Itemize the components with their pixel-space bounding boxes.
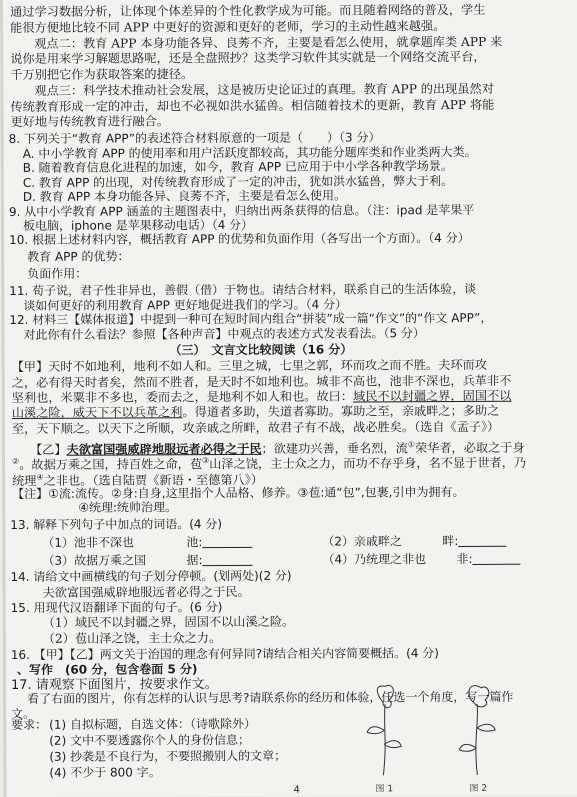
sub-question: （3）故据万乘之国 (42, 553, 147, 568)
plain-text: 统理 (12, 473, 37, 488)
page-number: 4 (293, 784, 300, 796)
question-11: 11. 荀子说，君子性非异也，善假（借）于物也。请结合材料，联系自己的生活体验，谈 (9, 282, 477, 299)
answer-blank (202, 535, 252, 548)
question-15: 15. 用现代汉语翻译下面的句子。(6 分) (10, 599, 223, 615)
option-b: B. 随着教育信息化进程的加速，如今，教育 APP 已应用于中小学各种教学场景。 (22, 159, 453, 175)
word-label: 池: (186, 534, 203, 549)
plain-text: 坚利也，米粟非不多也，委而去之，是地利不如人和也。故曰： (11, 389, 354, 405)
scan-edge (0, 0, 6, 797)
question-17-prompt-cont: 文。 (11, 706, 36, 721)
text-line: 通过学习数据分析，让体现个体差异的个性化教学成为可能。而且随着网络的普及，学生 (10, 3, 486, 20)
option-a: A. 中小学教育 APP 的使用率和用户活跃度都较高，其功能分题库类和作业类两大类。 (22, 144, 477, 161)
section-title-classical: （三） 文言文比较阅读（16 分） (169, 342, 353, 358)
section-title-writing: 、写作 (60 分，包含卷面 5 分) (16, 662, 198, 678)
word-label: 畔: (442, 533, 459, 548)
text-line: 观点三：科学技术推动社会发展，这是被历史论证过的真理。教育 APP 的出现虽然对 (34, 82, 494, 99)
plain-text: 荣华者，必取之于身 (414, 440, 525, 456)
question-17-prompt: 看了右面的图片，你有怎样的认识与思考?请联系你的经历和体验，任选一个角度，写一篇作 (27, 690, 514, 707)
text-line: 千万别把它作为获取答案的捷径。 (10, 67, 194, 82)
question-16: 16. 【甲】【乙】两文关于治国的理念有何异同?请结合相关内容简要概括。(4 分) (10, 646, 439, 662)
sub-question: （2）苞山泽之饶，主士众之力。 (42, 630, 222, 646)
flower-sketch-2 (459, 685, 495, 775)
text-line: 传统教育形成一定的冲击，却也不必视如洪水猛兽。相信随着技术的更新，教育 APP 将能 (10, 97, 495, 114)
underlined-text: 夫欲富国强威辟地服远者必得之于民 (66, 441, 262, 457)
quoted-sentence: 夫欲富国强威辟地服远者必得之于民。 (42, 584, 250, 600)
question-11-cont: 谈如何更好的利用教育 APP 更好地促进我们的学习。（4 分） (23, 297, 348, 313)
passage-jia-line: 【甲】天时不如地利，地利不如人和。三里之城，七里之郭，环而攻之而不胜。夫环而攻 (11, 358, 487, 375)
footnote-mark: ④ (36, 472, 44, 482)
requirement-3: (3) 抄袭是不良行为，不要照搬别人的文章； (49, 748, 287, 764)
figure-1-label: 图 1 (375, 784, 394, 795)
question-9-cont: 板电脑，iphone 是苹果移动电话）（4 分） (22, 217, 254, 233)
plain-text: 【乙】 (29, 442, 67, 457)
text-line: 更好地与传统教育进行融合。 (10, 114, 169, 129)
passage-jia-line: 之，必有得天时者矣，然而不胜者，是天时不如地利也。城非不高也，池非不深也，兵革非不 (11, 373, 512, 390)
annotation-note: ④统理:统帅治理。 (78, 500, 178, 516)
question-9: 9. 从中小学教育 APP 涵盖的主题图表中，归纳出两条获得的信息。（注：ipad 是苹果平 (8, 202, 475, 219)
footnote-mark: ② (11, 457, 20, 467)
sub-question: （1）池非不深也 (42, 535, 135, 550)
question-10: 10. 根据上述材料内容，概括教育 APP 的优势和负面作用（各写出一个方面）。（4 分） (9, 231, 470, 248)
plain-text: 。得道者多助，失道者寡助。寡助之至，亲戚畔之；多助之 (182, 404, 500, 420)
requirement-1: (1) 自拟标题，自选文体：（诗歌除外） (49, 716, 257, 732)
footnote-mark: ① (407, 440, 415, 450)
option-c: C. 教育 APP 的出现，对传统教育形成了一定的冲击，犹如洪水猛兽，弊大于利。 (22, 173, 454, 190)
word-blank-row (456, 551, 577, 567)
question-13: 13. 解释下列句子中加点的词语。(4 分) (10, 516, 223, 532)
question-12: 12. 材料三【媒体报道】中提到一种可在短时间内组合“拼装”成一篇“作文”的“作文 APP”， (9, 310, 493, 328)
requirement-4: (4) 不少于 800 字。 (49, 765, 161, 780)
answer-blank (202, 553, 252, 566)
text-line: 说你是用来学习解题思路呢，还是全盘照抄？这类学习软件其实就是一个网络交流平台， (10, 50, 486, 67)
text-line: 能很方便地比较不同 APP 中更好的资源和更好的老师，学习的主动性越来越强。 (10, 18, 446, 35)
question-17: 17. 请观察下面图片，按要求作文。 (10, 676, 218, 693)
question-8: 8. 下列关于“教育 APP”的表述符合材料原意的一项是（ ）（3 分） (8, 130, 381, 147)
word-blank-row (442, 533, 577, 549)
plain-text: 山泽之饶，主士众之力，而功不存乎身，名不显于世者，乃 (209, 456, 527, 472)
plain-text: 。故据万乘之国，持百姓之命，苞 (19, 457, 203, 473)
text-line: 观点二：教育 APP 本身功能各异、良莠不齐，主要是看怎么使用，就拿题库类 APP 来 (34, 34, 503, 51)
annotation-note: 【注】①流:流传。②身:自身,这里指个人品格、修养。③苞:通“包”,包裹,引申为拥有。 (12, 484, 465, 501)
plain-text: ；欲建功兴善，垂名烈，流 (261, 441, 408, 456)
answer-prompt-advantage: 教育 APP 的优势： (27, 249, 130, 264)
word-label: 据: (186, 552, 203, 568)
answer-prompt-negative: 负面作用： (27, 266, 88, 281)
plain-text: 之非也。（选自陆贾《新语・至德第八》） (43, 472, 264, 488)
answer-blank (458, 534, 506, 547)
sub-question: （2）亲戚畔之 (322, 534, 403, 549)
underlined-text: 域民不以封疆之界，固国不以 (352, 388, 512, 404)
word-label: 非: (456, 551, 473, 566)
underlined-text: 山溪之险，威天下不以兵革之利 (11, 405, 183, 421)
flower-illustrations (353, 680, 563, 791)
figure-2-label: 图 2 (469, 783, 488, 794)
passage-jia-line: 至，天下顺之。以天下之所顺，攻亲戚之所畔，故君子有不战，战必胜矣。（选自《孟子》） (11, 419, 500, 436)
requirements-label: 要求： (11, 717, 48, 732)
sub-question: （4）乃统理之非也 (322, 552, 427, 567)
question-12-cont: 对此你有什么看法？参照【各种声音】中观点的表述方式发表看法。（5 分） (23, 325, 425, 342)
answer-blank (472, 552, 520, 565)
requirement-2: (2) 文中不要透露你个人的身份信息； (49, 732, 251, 748)
sub-question: （1）域民不以封疆之界，固国不以山溪之险。 (42, 615, 295, 631)
footnote-mark: ③ (201, 456, 210, 466)
question-14: 14. 请给文中画横线的句子划分停顿。(划两处)(2 分) (10, 568, 292, 585)
flower-sketch-1 (367, 685, 401, 775)
option-d: D. 教育 APP 本身功能各异、良莠不齐，主要是看怎么使用。 (22, 188, 347, 204)
